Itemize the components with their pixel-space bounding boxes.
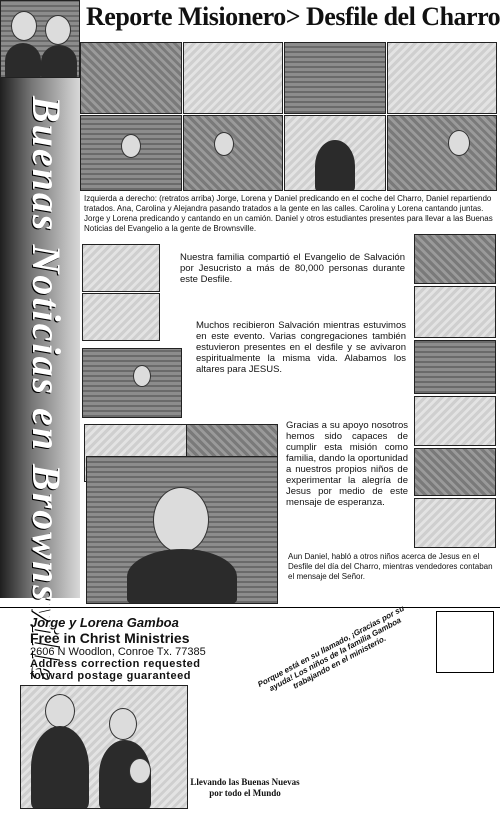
man-figure [31, 726, 89, 809]
boy-figure [127, 549, 237, 604]
postage-divider [0, 607, 500, 608]
side-title: Buenas Noticias en Brownsville [24, 96, 69, 682]
stamp-box [436, 611, 494, 673]
parade-photo-6 [183, 115, 283, 191]
boy-face [153, 487, 209, 553]
paragraph-2: Muchos recibieron Salvación mientras estuvimos en este evento. Varias congregaciones también estuvieron presentes en el desfile y se avivaron espiritualmente la misma vida. Alabamos los altares para JESUS. [196, 320, 406, 375]
person-face [121, 134, 141, 158]
page-title: Reporte Misionero> Desfile del Charro [86, 2, 500, 31]
return-organization: Free in Christ Ministries [30, 630, 190, 646]
float-photo-left-2 [82, 293, 160, 341]
float-photo-right-1 [414, 234, 496, 284]
parade-photo-2 [183, 42, 283, 114]
paragraph-4: Aun Daniel, habló a otros niños acerca de Jesus en el Desfile del día del Charro, mientras vendedores contaban el mensaje del Señor. [288, 552, 493, 581]
return-address: 2606 N Woodlon, Conroe Tx. 77385 [30, 646, 206, 658]
parade-photo-7 [284, 115, 386, 191]
parade-photo-5 [80, 115, 182, 191]
person-face [214, 132, 234, 156]
portrait-figure-right [41, 45, 77, 78]
family-portrait-photo [0, 0, 80, 78]
float-photo-left-1 [82, 244, 160, 292]
man-face [45, 694, 75, 728]
parade-photo-1 [80, 42, 182, 114]
float-photo-right-5 [414, 448, 496, 496]
float-photo-right-4 [414, 396, 496, 446]
portrait-face-left [11, 11, 37, 41]
float-photo-right-3 [414, 340, 496, 394]
paragraph-3: Gracias a su apoyo nosotros hemos sido capaces de cumplir esta misión como familia, dando la oportunidad a nuestros propios niños de experimentar la alegría de Jesus por medio de este mensaje de esperanza. [286, 420, 409, 508]
float-photo-right-6 [414, 498, 496, 548]
float-photo-right-2 [414, 286, 496, 338]
sign-text: Llevando las Buenas Nuevas por todo el Mundo [190, 777, 300, 798]
mailing-panel [0, 603, 500, 813]
portrait-face-right [45, 15, 71, 45]
boy-photo [86, 456, 278, 604]
tilted-note: Porque está en su llamado, ¡Gracias por su ayuda! Los niños de la familia Gamboa trabajando en el ministerio. [256, 603, 406, 694]
person-face [133, 365, 151, 387]
address-correction-note: Address correction requested [30, 658, 201, 670]
singer-photo [82, 348, 182, 418]
parade-photo-8 [387, 115, 497, 191]
photo-caption: Izquierda a derecho: (retratos arriba) Jorge, Lorena y Daniel predicando en el coche del Charro, Daniel repartiendo tratados. Ana, Carolina y Alejandra pasando tratados a la gente en las calles. Carolina y Lorena cantando juntas. Jorge y Lorena predicando y cantando en un camión. Daniel y otros estudiantes presentes para llevar a las Buenas Noticias del Evangelio a la gente de Brownsville. [84, 194, 493, 233]
return-address-block [30, 615, 310, 682]
return-name: Jorge y Lorena Gamboa [30, 615, 179, 630]
child-face [129, 758, 151, 784]
person-face [448, 130, 470, 156]
person-figure [315, 140, 355, 191]
forward-postage-note: forward postage guaranteed [30, 670, 191, 682]
portrait-figure-left [5, 43, 41, 78]
street-preaching-photo [20, 685, 188, 809]
paragraph-1: Nuestra familia compartió el Evangelio de Salvación por Jesucristo a más de 80,000 personas durante este Desfile. [180, 252, 405, 285]
parade-photo-4 [387, 42, 497, 114]
parade-photo-3 [284, 42, 386, 114]
woman-face [109, 708, 137, 740]
